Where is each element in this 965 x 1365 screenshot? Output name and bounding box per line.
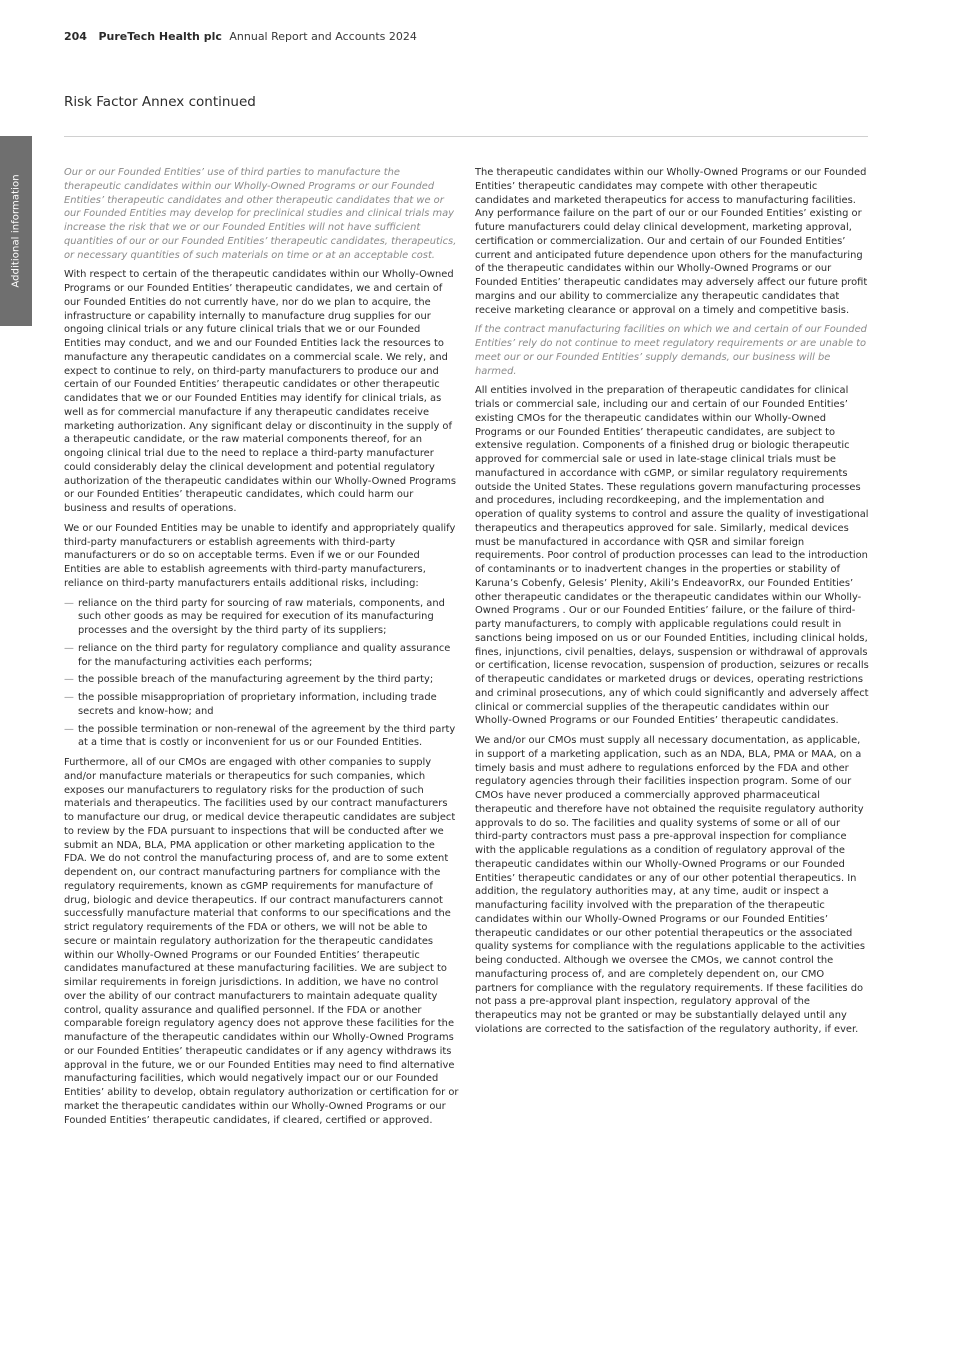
risk-list-item: — the possible termination or non-renewal of the agreement by the third party at a time that is costly or inconvenient for us or our Founded Entities. <box>64 723 459 751</box>
right-subheading: If the contract manufacturing facilities on which we and certain of our Founded Entities’ rely do not continue to meet regulatory requirements or are unable to meet our or our Founded Entities’ supply demands, our business will be harmed. <box>475 324 867 377</box>
page-header <box>64 30 417 43</box>
risk-list-item: — reliance on the third party for sourcing of raw materials, components, and such other goods as may be required for execution of its manufacturing processes and the oversight by the third party of its suppliers; <box>64 597 459 638</box>
report-title: Annual Report and Accounts 2024 <box>229 30 417 43</box>
risk-list-item: — the possible breach of the manufacturing agreement by the third party; <box>64 673 459 687</box>
section-title: Risk Factor Annex continued <box>64 94 256 110</box>
side-tab-label: Additional information <box>10 174 22 288</box>
left-paragraph-2: We or our Founded Entities may be unable to identify and appropriately qualify third-party manufacturers or establish agreements with third-party manufacturers or do so on acceptable terms. Even if we or our Founded Entities are able to establish agreements with third-party manufacturers, reliance on third-party manufacturers entails additional risks, including: <box>64 522 456 589</box>
right-column <box>475 166 869 1043</box>
right-paragraph-1: The therapeutic candidates within our Wholly-Owned Programs or our Founded Entities’ therapeutic candidates may compete with other therapeutic candidates and marketed therapeutics for access to manufacturing facilities. Any performance failure on the part of our or our Founded Entities’ existing or future manufacturers could delay clinical development, marketing approval, certification or commercialization. Our and certain of our Founded Entities’ current and anticipated future dependence upon others for the manufacturing of the therapeutic candidates within our Wholly-Owned Programs or our Founded Entities’ therapeutic candidates may adversely affect our future profit margins and our ability to commercialize any therapeutic candidates that receive marketing clearance or approval on a timely and competitive basis. <box>475 167 868 316</box>
risk-list <box>64 597 459 751</box>
side-section-tab <box>0 136 32 326</box>
risk-list-item: — the possible misappropriation of proprietary information, including trade secrets and know-how; and <box>64 691 459 719</box>
company-name: PureTech Health plc <box>98 30 222 43</box>
left-paragraph-3: Furthermore, all of our CMOs are engaged with other companies to supply and/or manufacture materials or therapeutics for such companies, which exposes our manufacturers to regulatory risks for the production of such materials and therapeutics. The facilities used by our contract manufacturers to manufacture our drug, or medical device therapeutic candidates are subject to review by the FDA pursuant to inspections that will be conducted after we submit an NDA, BLA, PMA application or other marketing application to the FDA. We do not control the manufacturing process of, and are to some extent dependent on, our contract manufacturing partners for compliance with the regulatory requirements, known as cGMP requirements for manufacture of drug, biologic and device therapeutics. If our contract manufacturers cannot successfully manufacture material that conforms to our specifications and the strict regulatory requirements of the FDA or others, we will not be able to secure or maintain regulatory authorization for the therapeutic candidates within our Wholly-Owned Programs or our Founded Entities’ therapeutic candidates manufactured at these manufacturing facilities. We are subject to similar requirements in foreign jurisdictions. In addition, we have no control over the ability of our contract manufacturers to maintain adequate quality control, quality assurance and qualified personnel. If the FDA or another comparable foreign regulatory agency does not approve these facilities for the manufacture of the therapeutic candidates within our Wholly-Owned Programs or our Founded Entities’ therapeutic candidates or if any agency withdraws its approval in the future, we or our Founded Entities may need to find alternative manufacturing facilities, which would negatively impact our or our Founded Entities’ ability to develop, obtain regulatory authorization or certification for or market the therapeutic candidates within our Wholly-Owned Programs or our Founded Entities’ therapeutic candidates, if cleared, certified or approved. <box>64 757 459 1126</box>
header-divider <box>64 136 868 137</box>
left-column <box>64 166 459 1133</box>
left-paragraph-1: With respect to certain of the therapeutic candidates within our Wholly-Owned Programs or our Founded Entities’ therapeutic candidates, we and certain of our Founded Entities do not currently have, nor do we plan to acquire, the infrastructure or capability internally to manufacture drug supplies for our ongoing clinical trials or any future clinical trials that we or our Founded Entities may conduct, and we and our Founded Entities lack the resources to manufacture any therapeutic candidates on a commercial scale. We rely, and expect to continue to rely, on third-party manufacturers to produce our and certain of our Founded Entities’ therapeutic candidates or other therapeutic candidates that we or our Founded Entities may identify for clinical trials, as well as for commercial manufacture if any therapeutic candidates receive marketing authorization. Any significant delay or discontinuity in the supply of a therapeutic candidate, or the raw material components thereof, for an ongoing clinical trial due to the need to replace a third-party manufacturer could considerably delay the clinical development and potential regulatory authorization of the therapeutic candidates within our Wholly-Owned Programs or our Founded Entities’ therapeutic candidates, which could harm our business and results of operations. <box>64 269 457 514</box>
right-paragraph-3: We and/or our CMOs must supply all necessary documentation, as applicable, in support of a marketing application, such as an NDA, BLA, PMA or MAA, on a timely basis and must adhere to regulations enforced by the FDA and other regulatory agencies through their facilities inspection program. Some of our CMOs have never produced a commercially approved pharmaceutical therapeutic and therefore have not obtained the requisite regulatory authority approvals to do so. The facilities and quality systems of some or all of our third-party contractors must pass a pre-approval inspection for compliance with the applicable regulations as a condition of regulatory approval of the therapeutic candidates within our Wholly-Owned Programs or our Founded Entities’ therapeutic candidates or any of our other potential therapeutics. In addition, the regulatory authorities may, at any time, audit or inspect a manufacturing facility involved with the preparation of the therapeutic candidates within our Wholly-Owned Programs or our Founded Entities’ therapeutic candidates or our other potential therapeutics or the associated quality systems for compliance with the regulations applicable to the activities being conducted. Although we oversee the CMOs, we cannot control the manufacturing process of, and are completely dependent on, our CMO partners for compliance with the regulatory requirements. If these facilities do not pass a pre-approval plant inspection, regulatory approval of the therapeutics may not be granted or may be substantially delayed until any violations are corrected to the satisfaction of the regulatory authority, if ever. <box>475 735 865 1035</box>
page-number: 204 <box>64 30 87 43</box>
left-subheading: Our or our Founded Entities’ use of third parties to manufacture the therapeutic candidates within our Wholly-Owned Programs or our Founded Entities’ therapeutic candidates and other therapeutic candidates that we or our Founded Entities may develop for preclinical studies and clinical trials may increase the risk that we or our Founded Entities will not have sufficient quantities of our or our Founded Entities’ therapeutic candidates, therapeutics, or necessary quantities of such materials on time or at an acceptable cost. <box>64 167 457 261</box>
right-paragraph-2: All entities involved in the preparation of therapeutic candidates for clinical trials or commercial sale, including our and certain of our Founded Entities’ existing CMOs for the therapeutic candidates within our Wholly-Owned Programs or our Founded Entities’ therapeutic candidates, are subject to extensive regulation. Components of a finished drug or biologic therapeutic approved for commercial sale or used in late-stage clinical trials must be manufactured in accordance with cGMP, or similar regulatory requirements outside the United States. These regulations govern manufacturing processes and procedures, including recordkeeping, and the implementation and operation of quality systems to control and assure the quality of investigational therapeutics and therapeutics approved for sale. Similarly, medical devices must be manufactured in accordance with QSR and similar foreign requirements. Poor control of production processes can lead to the introduction of contaminants or to inadvertent changes in the properties or stability of Karuna’s Cobenfy, Gelesis’ Plenity, Akili’s EndeavorRx, our Founded Entities’ other therapeutic candidates or the therapeutic candidates within our Wholly-Owned Programs . Our or our Founded Entities’ failure, or the failure of third-party manufacturers, to comply with applicable regulations could result in sanctions being imposed on us or our Founded Entities, including clinical holds, fines, injunctions, civil penalties, delays, suspension or withdrawal of approvals or certification, license revocation, suspension of production, seizures or recalls of therapeutic candidates or marketed drugs or devices, operating restrictions and criminal prosecutions, any of which could significantly and adversely affect clinical or commercial supplies of the therapeutic candidates within our Wholly-Owned Programs or our Founded Entities’ therapeutic candidates. <box>475 385 869 727</box>
risk-list-item: — reliance on the third party for regulatory compliance and quality assurance for the manufacturing activities each performs; <box>64 642 459 670</box>
